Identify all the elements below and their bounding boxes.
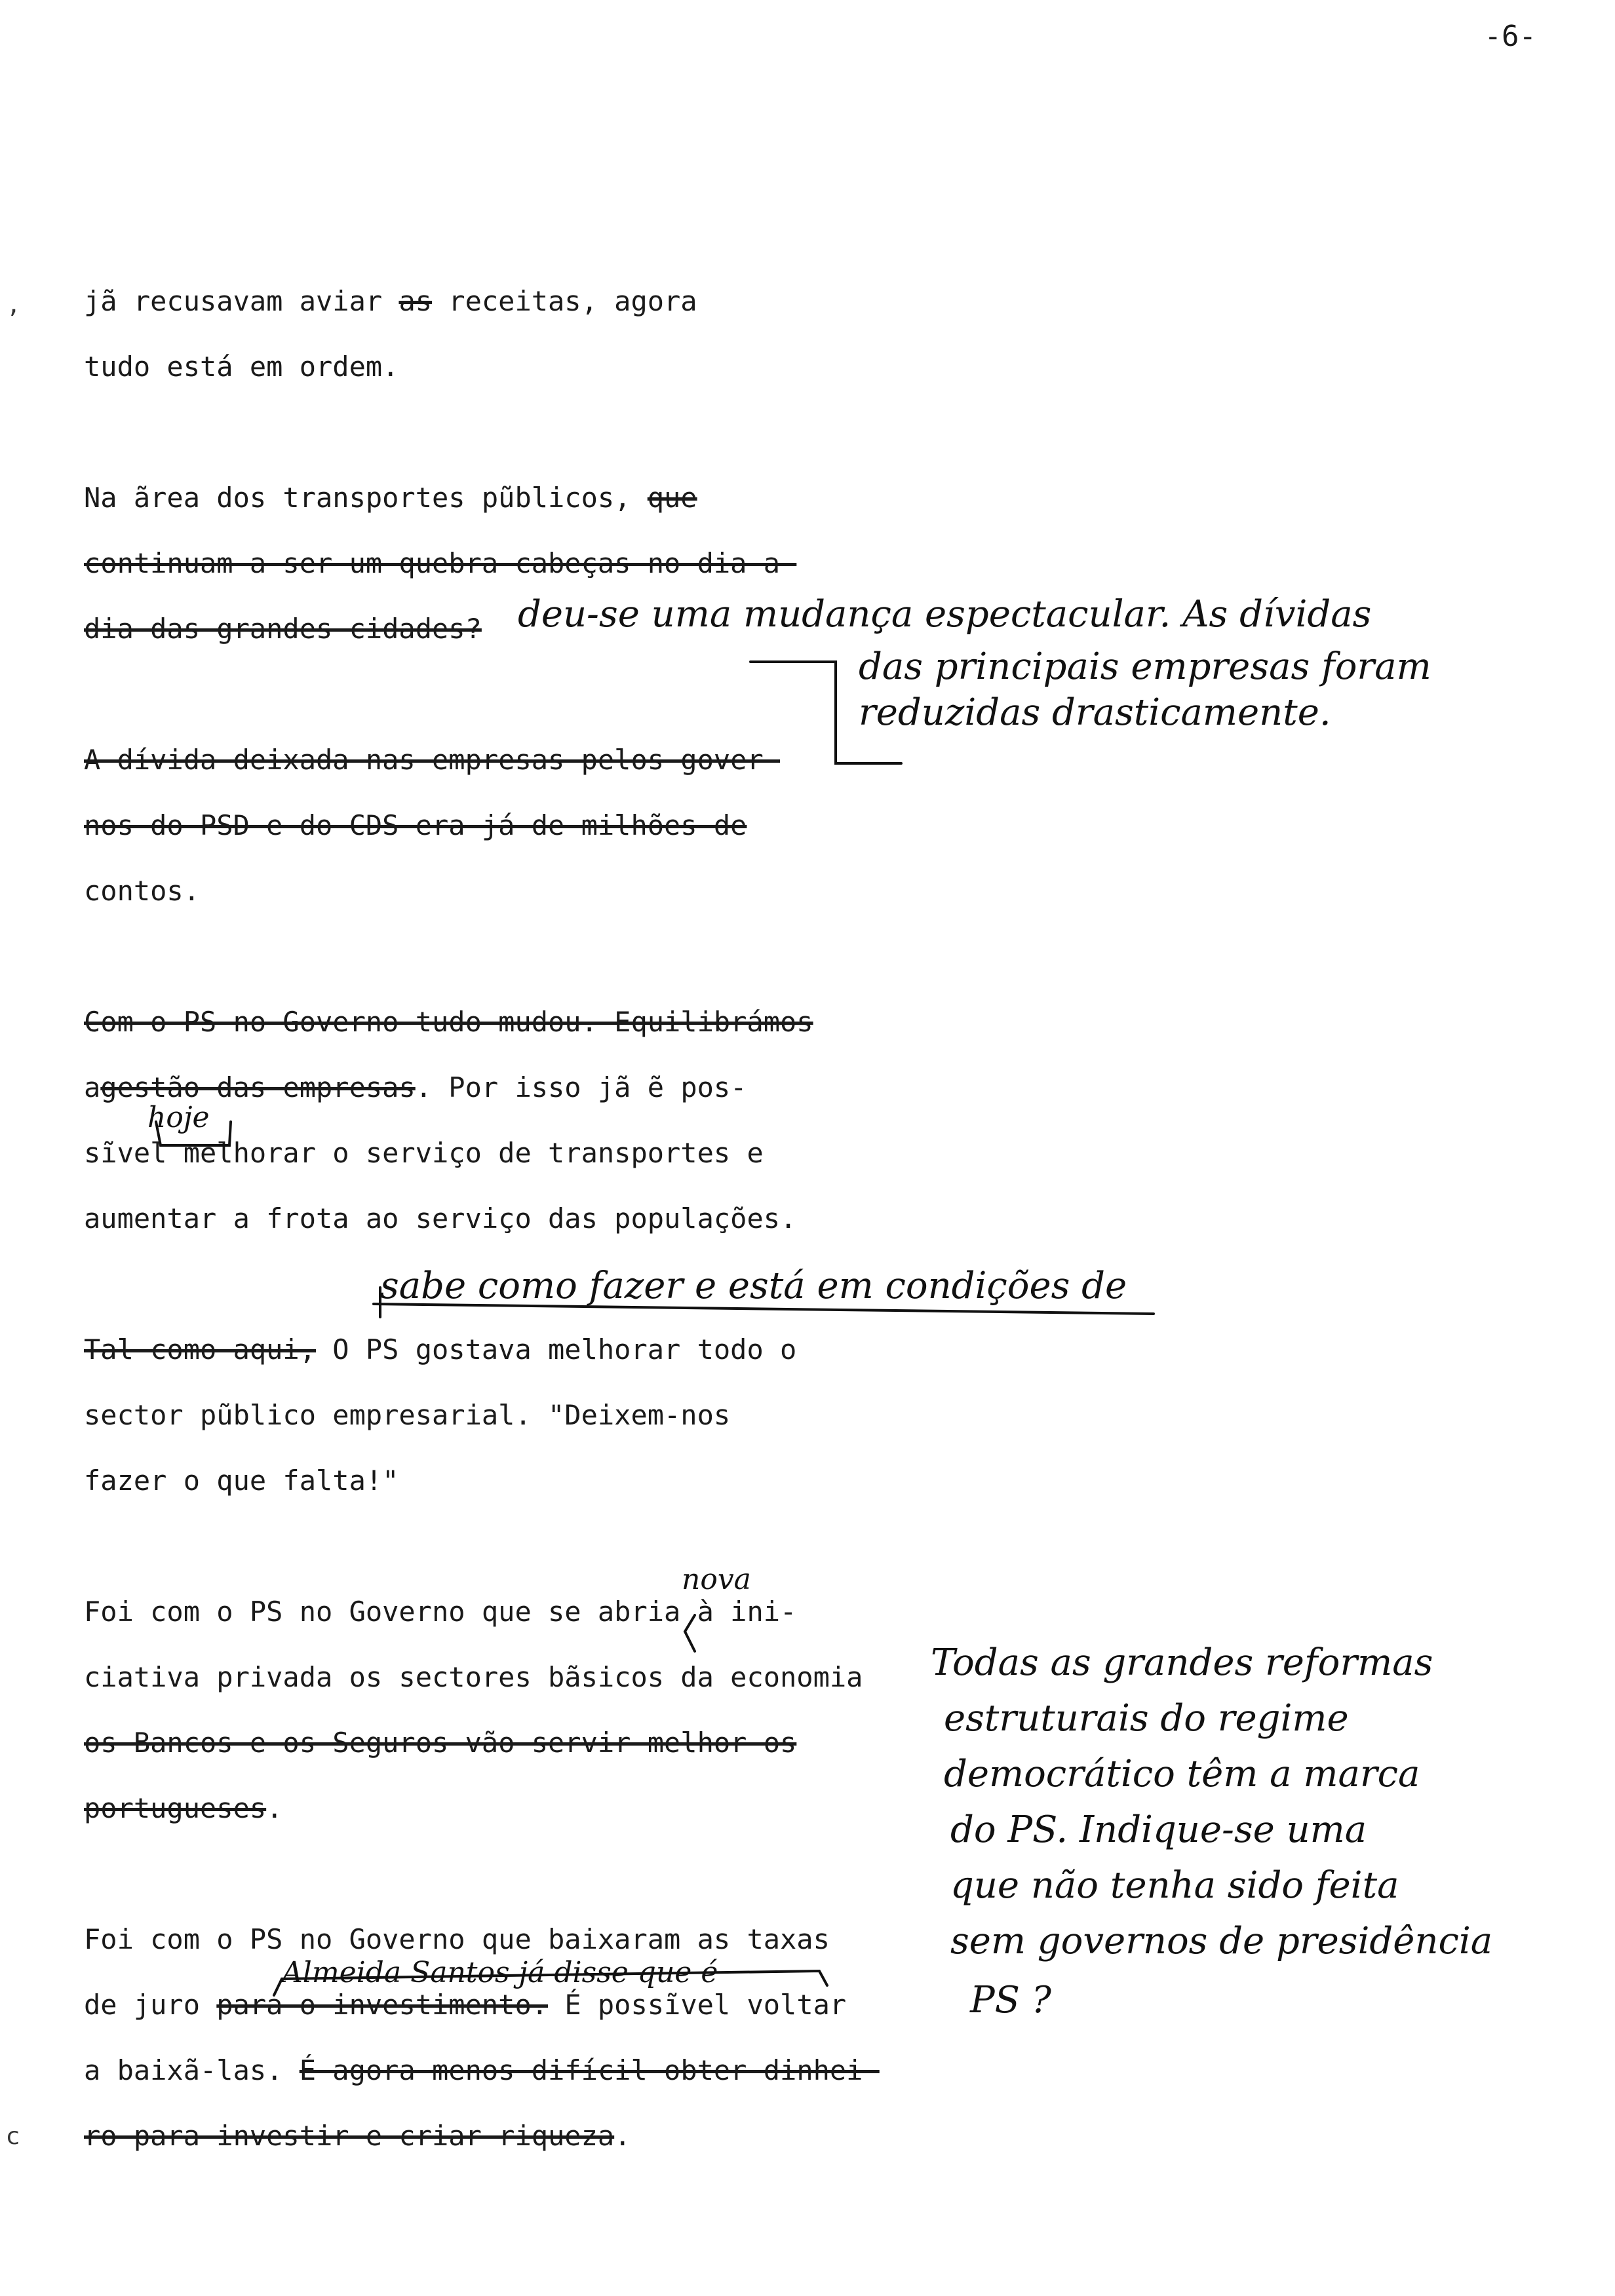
text-line: Tal como aqui, O PS gostava melhorar todo o <box>84 1333 797 1366</box>
handwritten-note: que não tenha sido feita <box>950 1864 1399 1907</box>
text-line: A dívida deixada nas empresas pelos gover- <box>84 744 781 776</box>
text-line: Com o PS no Governo tudo mudou. Equilibrámos <box>84 1006 813 1038</box>
text-line: sector pũblico empresarial. "Deixem-nos <box>84 1399 731 1431</box>
text-line: portugueses. <box>84 1792 283 1824</box>
text-line: a baixã-las. É agora menos difícil obter dinhei- <box>84 2054 880 2086</box>
handwritten-insert: Almeida Santos já disse que é <box>282 1956 718 1989</box>
text-line: jã recusavam aviar as receitas, agora <box>84 285 697 317</box>
text-line: contos. <box>84 875 201 907</box>
page-number: -6- <box>1484 20 1536 53</box>
handwritten-note: Todas as grandes reformas <box>931 1641 1433 1684</box>
margin-mark: , <box>7 292 21 318</box>
text-line: tudo está em ordem. <box>84 351 399 383</box>
text-line: ciativa privada os sectores bãsicos da economia <box>84 1661 863 1693</box>
text-line: fazer o que falta!" <box>84 1464 399 1497</box>
margin-mark: ⅽ <box>7 2123 20 2150</box>
handwritten-note: reduzidas drasticamente. <box>859 691 1331 734</box>
handwritten-note: sem governos de presidência <box>950 1920 1493 1962</box>
text-line: os Bancos e os Seguros vão servir melhor os <box>84 1727 797 1759</box>
text-line: Na ãrea dos transportes pũblicos, que <box>84 482 697 514</box>
text-line: agestão das empresas. Por isso jã ẽ pos- <box>84 1071 747 1103</box>
handwritten-note: do PS. Indique-se uma <box>950 1808 1367 1851</box>
text-line: continuam a ser um quebra-cabeças no dia-a- <box>84 547 797 579</box>
text-line: sĩvel melhorar o serviço de transportes e <box>84 1137 764 1169</box>
handwritten-note: das principais empresas foram <box>859 645 1431 688</box>
handwritten-note: PS ? <box>970 1979 1051 2021</box>
text-line: nos do PSD e do CDS era já de milhões de <box>84 809 747 841</box>
handwritten-insert: nova <box>682 1563 751 1596</box>
handwritten-note: democrático têm a marca <box>944 1753 1420 1795</box>
text-line: de juro para o investimento. É possĩvel voltar <box>84 1989 847 2021</box>
handwritten-insert: sabe como fazer e está em condições de <box>380 1265 1127 1307</box>
text-line: ro para investir e criar riqueza. <box>84 2120 631 2152</box>
text-line: dia das grandes cidades? <box>84 613 482 645</box>
handwritten-note: estruturais do regime <box>944 1697 1349 1740</box>
text-line: Foi com o PS no Governo que se abria à ini- <box>84 1596 797 1628</box>
handwritten-insert: hoje <box>147 1101 210 1134</box>
text-line: aumentar a frota ao serviço das populações. <box>84 1202 797 1234</box>
handwritten-note: deu-se uma mudança espectacular. As dívidas <box>518 593 1372 636</box>
text-line: Foi com o PS no Governo que baixaram as taxas <box>84 1923 830 1955</box>
